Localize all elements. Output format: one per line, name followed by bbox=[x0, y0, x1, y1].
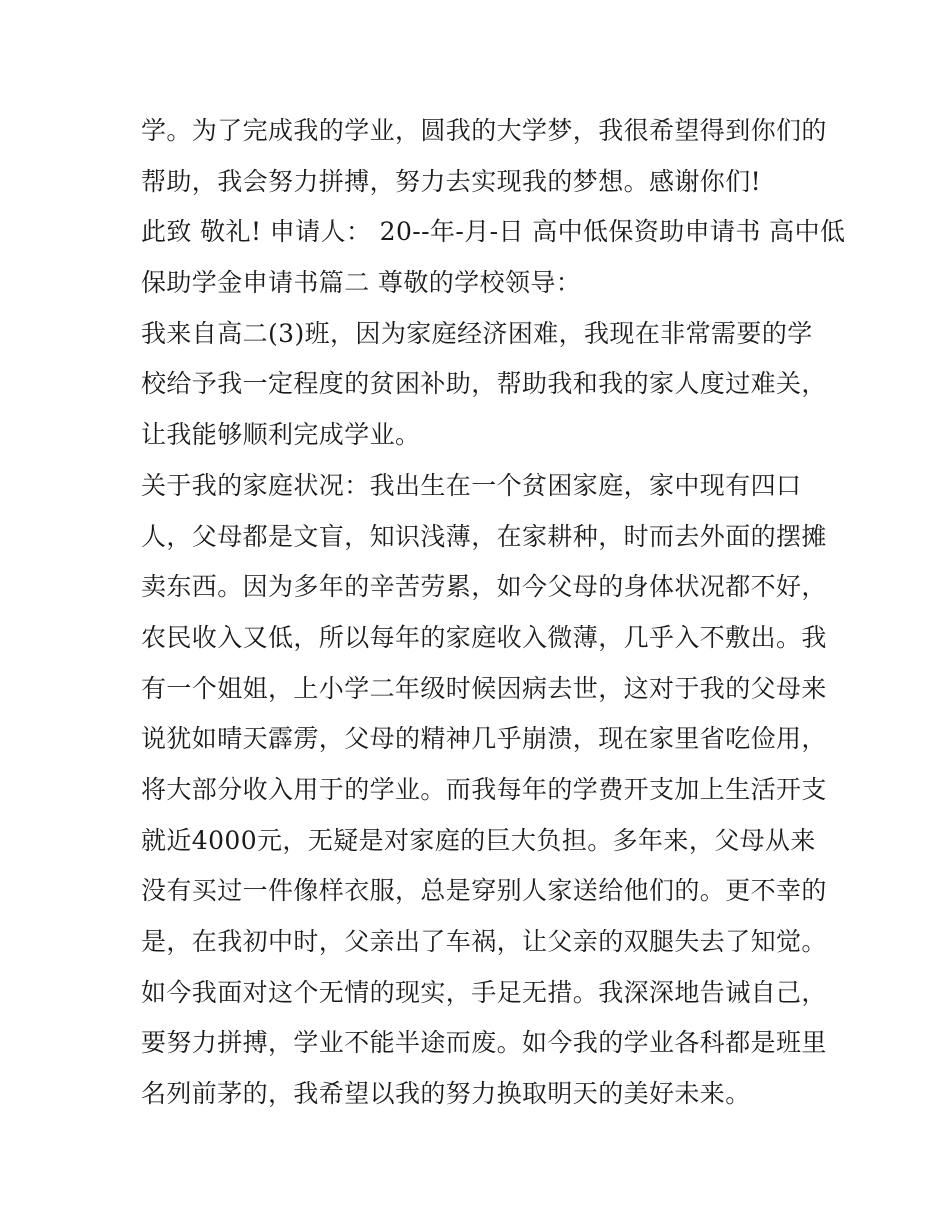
paragraph-signature-and-heading bbox=[141, 207, 846, 308]
text-line: 要努力拼搏，学业不能半途而废。如今我的学业各科都是班里 bbox=[141, 1028, 827, 1058]
text-line: 就近4000元，无疑是对家庭的巨大负担。多年来，父母从来 bbox=[141, 825, 816, 855]
text-line: 校给予我一定程度的贫困补助，帮助我和我的家人度过难关， bbox=[141, 369, 827, 399]
text-line: 有一个姐姐，上小学二年级时候因病去世，这对于我的父母来 bbox=[141, 673, 827, 703]
paragraph-introduction bbox=[141, 309, 827, 461]
paragraph-family-situation bbox=[141, 461, 827, 1120]
text-line: 学。为了完成我的学业，圆我的大学梦，我很希望得到你们的 bbox=[141, 116, 827, 145]
text-line: 没有买过一件像样衣服，总是穿别人家送给他们的。更不幸的 bbox=[141, 876, 827, 906]
text-line: 卖东西。因为多年的辛苦劳累，如今父母的身体状况都不好， bbox=[141, 572, 827, 602]
paragraph-closing-thanks bbox=[141, 106, 827, 207]
text-line: 保助学金申请书篇二 尊敬的学校领导： bbox=[141, 268, 582, 298]
text-line: 如今我面对这个无情的现实，手足无措。我深深地告诫自己， bbox=[141, 977, 827, 1007]
text-line: 关于我的家庭状况：我出生在一个贫困家庭，家中现有四口 bbox=[141, 470, 802, 500]
text-line: 此致 敬礼! 申请人： 20--年-月-日 高中低保资助申请书 高中低 bbox=[141, 217, 846, 247]
text-line: 我来自高二(3)班，因为家庭经济困难，我现在非常需要的学 bbox=[141, 318, 813, 348]
text-line: 说犹如晴天霹雳，父母的精神几乎崩溃，现在家里省吃俭用， bbox=[141, 724, 827, 754]
text-line: 人，父母都是文盲，知识浅薄，在家耕种，时而去外面的摆摊 bbox=[141, 521, 827, 551]
text-line: 是，在我初中时，父亲出了车祸，让父亲的双腿失去了知觉。 bbox=[141, 927, 827, 956]
document-body bbox=[141, 106, 846, 1120]
text-line: 帮助，我会努力拼搏，努力去实现我的梦想。感谢你们! bbox=[141, 166, 762, 196]
text-line: 让我能够顺利完成学业。 bbox=[141, 420, 421, 450]
text-line: 农民收入又低，所以每年的家庭收入微薄，几乎入不敷出。我 bbox=[141, 622, 827, 652]
text-line: 将大部分收入用于的学业。而我每年的学费开支加上生活开支 bbox=[141, 774, 827, 804]
text-line: 名列前茅的，我希望以我的努力换取明天的美好未来。 bbox=[141, 1079, 751, 1109]
